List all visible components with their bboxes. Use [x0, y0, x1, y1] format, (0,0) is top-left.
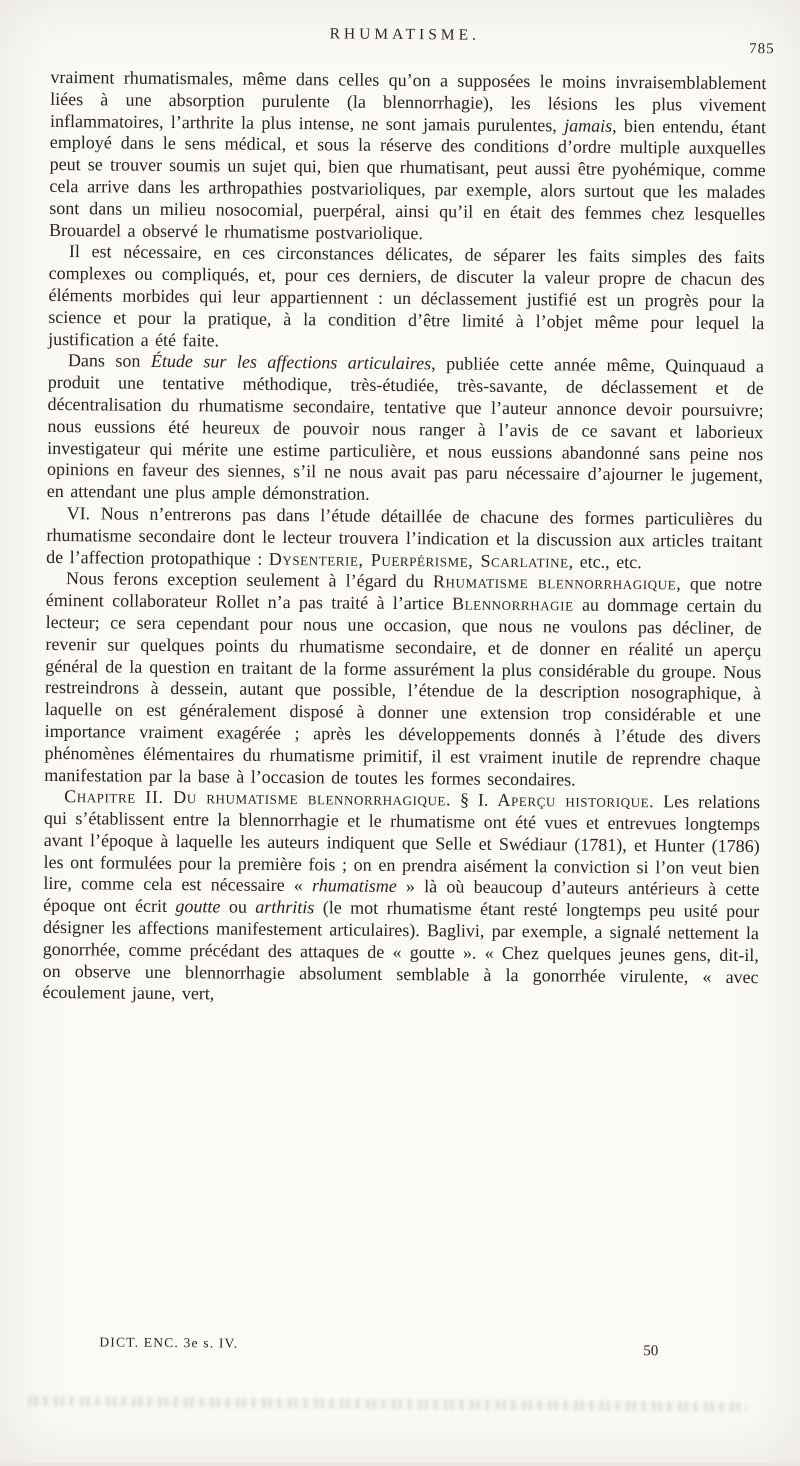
text-segment: Aperçu historique.: [497, 790, 655, 812]
text-segment: arthritis: [255, 897, 315, 918]
text-segment: Les relations qui s’établissent entre la blennorrhagie et le rhumatisme ont été vues et entrevues longtemps avant l’époque à laquelle les auteurs indiquent que Selle et Swédiaur (1781), et Hunter (1786) les ont formulées pour la première fois ; on en prendra aisément la conviction si l’on veut bien lire, comme cela est nécessaire «: [43, 791, 761, 896]
text-segment: VI. Nous n’entrerons pas dans l’étude détaillée de chacune des formes particulières du rhumatisme secondaire dont le lecteur trouvera l’indication et la discussion aux articles traitant de l’affection protopathique :: [46, 503, 763, 569]
text-segment: goutte: [175, 896, 221, 917]
text-segment: rhumatisme: [311, 875, 397, 897]
text-segment: Nous ferons exception seulement à l’égard du: [65, 568, 434, 592]
text-segment: , bien entendu, étant employé dans le sens médical, et sous la réserve des conditions d’ordre multiple auxquelles peut se trouver soumis un sujet qui, bien que rhumatisant, peut aussi être pyohémique, comme cela arrive dans les arthropathies postvarioliques, par exemple, alors surtout que les malades sont dans un milieu nosocomial, puerpéral, ainsi qu’il en était des femmes chez lesquelles Brouardel a observé le rhumatisme postvariolique.: [49, 115, 767, 243]
text-segment: jamais: [564, 115, 613, 136]
paragraph: [42, 786, 760, 1010]
text-segment: Il est nécessaire, en ces circonstances délicates, de séparer les faits simples des faits complexes ou compliqués, et, pour ces derniers, de discuter la valeur propre de chacun des éléments morbides qui leur appartiennent : un déclassement justifié est un progrès pour la science et pour la pratique, à la condition d’être limité à l’objet même pour lequel la justification a été faite.: [48, 241, 765, 350]
text-segment: Chapitre II. Du rhumatisme blennorrhagique.: [64, 786, 452, 810]
text-segment: , publiée cette année même, Quinquaud a produit une tentative méthodique, très-étudiée, très-savante, de déclassement et de décentralisation du rhumatisme secondaire, tentative que l’auteur annonce devoir poursuivre; nous eussions été heureux de pouvoir nous ranger à l’avis de ce savant et laborieux investigateur qui mérite une estime particulière, et nous eussions abandonné sans peine nos opinions en faveur des siennes, s’il ne nous avait pas paru nécessaire d’ajourner le jugement, en attendant une plus ample démonstration.: [46, 353, 765, 504]
paragraph: [48, 241, 765, 356]
text-segment: vraiment rhumatismales, même dans celles qu’on a supposées le moins invraisemblablement liées à une absorption purulente (la blennorrhagie), les lésions les plus vivement inflammatoires, l’arthrite la plus intense, ne sont jamais purulentes,: [49, 66, 767, 136]
text-segment: , etc., etc.: [568, 551, 642, 572]
printer-signature: DICT. ENC. 3e s. IV.: [99, 1334, 239, 1351]
page-header: [5, 0, 800, 62]
body-text: [42, 67, 766, 1010]
paragraph: [49, 67, 766, 248]
text-segment: § I.: [451, 789, 498, 811]
paragraph: [47, 350, 764, 509]
text-segment: » là où beaucoup d’auteurs antérieurs à cette époque ont écrit: [43, 876, 760, 917]
text-segment: Dysenterie, Puerpérisme, Scarlatine: [268, 548, 569, 572]
page-number: 785: [749, 41, 775, 58]
text-segment: , que notre éminent collaborateur Rollet n’a pas traité à l’artice: [45, 573, 763, 614]
paragraph: [44, 568, 762, 792]
text-segment: ou: [220, 896, 256, 918]
bleed-through-artifact: [29, 1396, 747, 1412]
text-segment: Rhumatisme blennorrhagique: [432, 571, 677, 594]
text-segment: Blennorrhagie: [451, 593, 574, 615]
text-segment: Dans son: [67, 350, 152, 372]
sheet-number: 50: [643, 1343, 659, 1360]
text-segment: (le mot rhumatisme étant resté longtemps peu usité pour désigner les affections manifestement articulaires). Baglivi, par exemple, a signalé nettement la gonorrhée, comme précédant des attaques de « goutte ». « Chez quelques jeunes gens, dit-il, on observe une blennorrhagie absolument semblable à la gonorrhée virulente, « avec écoulement jaune, vert,: [42, 897, 760, 1004]
text-segment: au dommage certain du lecteur; ce sera cependant pour nous une occasion, que nous ne voulons pas décliner, de revenir sur quelques points du rhumatisme secondaire, et de donner en réalité un aperçu général de la question en traitant de la forme assurément la plus considérable du groupe. Nous restreindrons à dessein, autant que possible, l’étendue de la description nosographique, à laquelle on est généralement disposé à donner une extension trop considérable et une importance vraiment exagérée ; après les développements donnés à l’étude des divers phénomènes élémentaires du rhumatisme primitif, il est vraiment inutile de reprendre chaque manifestation par la base à l’occasion de toutes les formes secondaires.: [44, 594, 762, 790]
paragraph: [46, 503, 763, 575]
text-segment: Étude sur les affections articulaires: [150, 351, 432, 374]
running-title: RHUMATISME.: [329, 25, 481, 44]
